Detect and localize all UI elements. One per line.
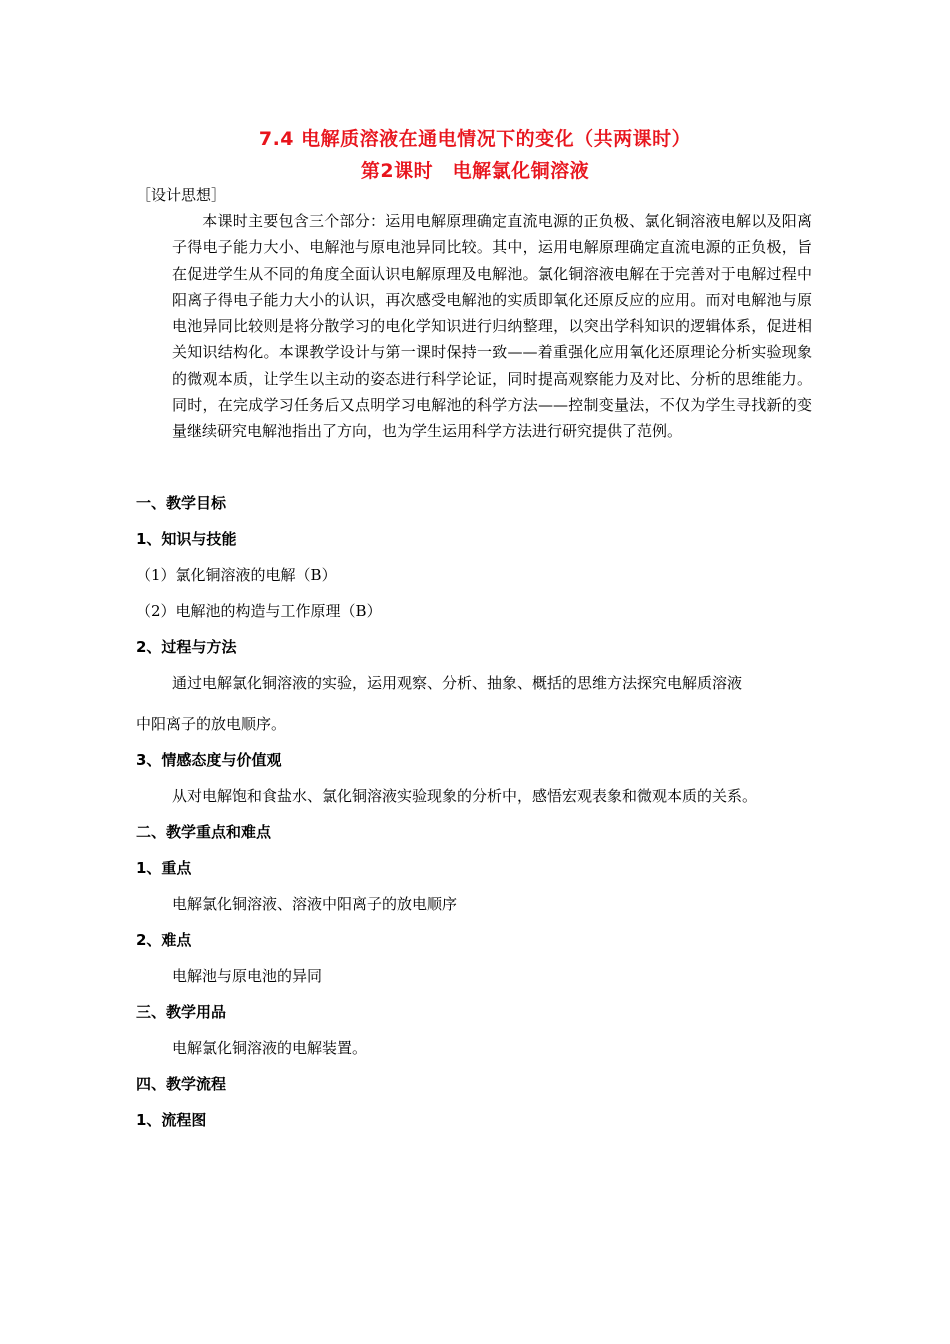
subsection-flowchart: 1、流程图 (136, 1111, 207, 1129)
subsection-attitude-values: 3、情感态度与价值观 (136, 751, 282, 769)
goal-item-2: （2）电解池的构造与工作原理（B） (136, 602, 382, 620)
design-idea-paragraph (172, 208, 812, 445)
section-teaching-process: 四、教学流程 (136, 1075, 227, 1093)
key-points-text: 电解氯化铜溶液、溶液中阳离子的放电顺序 (172, 895, 458, 913)
page-subtitle: 第2课时 电解氯化铜溶液 (360, 160, 590, 182)
section-key-difficult-points: 二、教学重点和难点 (136, 823, 272, 841)
difficult-points-text: 电解池与原电池的异同 (172, 967, 323, 985)
page-title: 7.4 电解质溶液在通电情况下的变化（共两课时） (258, 128, 692, 150)
subsection-difficult-points: 2、难点 (136, 931, 192, 949)
subsection-key-points: 1、重点 (136, 859, 192, 877)
design-idea-heading: ［设计思想］ (136, 186, 227, 204)
section-teaching-materials: 三、教学用品 (136, 1003, 227, 1021)
design-idea-text: 本课时主要包含三个部分：运用电解原理确定直流电源的正负极、氯化铜溶液电解以及阳离子得电子能力大小、电解池与原电池异同比较。其中，运用电解原理确定直流电源的正负极，旨在促进学生从不同的角度全面认识电解原理及电解池。氯化铜溶液电解在于完善对于电解过程中阳离子得电子能力大小的认识，再次感受电解池的实质即氧化还原反应的应用。而对电解池与原电池异同比较则是将分散学习的电化学知识进行归纳整理，以突出学科知识的逻辑体系，促进相关知识结构化。本课教学设计与第一课时保持一致——着重强化应用氧化还原理论分析实验现象的微观本质，让学生以主动的姿态进行科学论证，同时提高观察能力及对比、分析的思维能力。同时，在完成学习任务后又点明学习电解池的科学方法——控制变量法，不仅为学生寻找新的变量继续研究电解池指出了方向，也为学生运用科学方法进行研究提供了范例。 (172, 212, 812, 441)
section-teaching-goals: 一、教学目标 (136, 494, 227, 512)
subsection-process-methods: 2、过程与方法 (136, 638, 237, 656)
attitude-values-text: 从对电解饱和食盐水、氯化铜溶液实验现象的分析中，感悟宏观表象和微观本质的关系。 (172, 787, 758, 805)
subsection-knowledge-skills: 1、知识与技能 (136, 530, 237, 548)
goal-item-1: （1）氯化铜溶液的电解（B） (136, 566, 337, 584)
process-methods-line-1: 通过电解氯化铜溶液的实验，运用观察、分析、抽象、概括的思维方法探究电解质溶液 (172, 674, 743, 692)
process-methods-line-2: 中阳离子的放电顺序。 (136, 715, 287, 733)
teaching-materials-text: 电解氯化铜溶液的电解装置。 (172, 1039, 368, 1057)
